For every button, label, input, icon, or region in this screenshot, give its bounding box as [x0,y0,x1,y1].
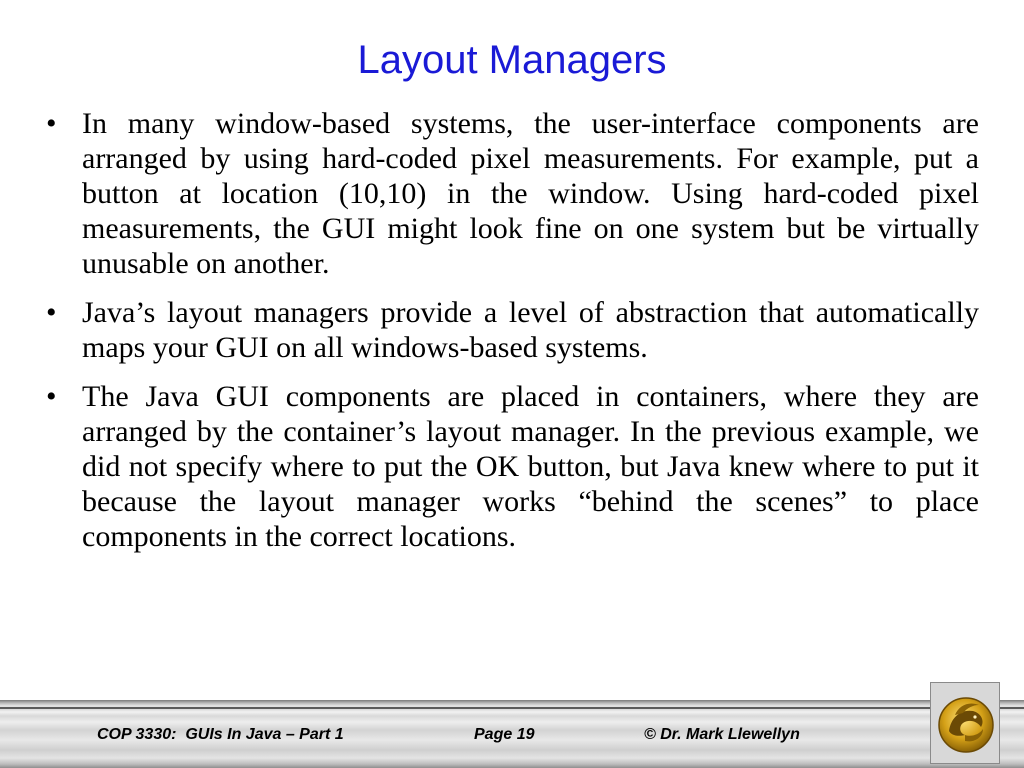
bullet-symbol: • [46,380,57,413]
bullet-item [46,106,979,281]
bullet-text: In many window-based systems, the user-interface components are arranged by using hard-coded pixel measurements. For example, put a button at location (10,10) in the window. Using hard-coded pixel measurements, the GUI might look fine on one system but be virtually unusable on another. [82,107,979,280]
bullet-item [46,295,979,365]
logo-frame [930,682,1000,764]
bullet-text: Java’s layout managers provide a level of abstraction that automatically maps your GUI on all windows-based systems. [82,296,979,364]
ucf-pegasus-logo-icon [935,691,997,757]
footer-page-number: Page 19 [474,726,535,743]
bullet-symbol: • [46,107,57,140]
slide-title: Layout Managers [357,38,667,82]
bullet-list [46,106,979,568]
bullet-text: The Java GUI components are placed in containers, where they are arranged by the container’s layout manager. In the previous example, we did not specify where to put the OK button, but Java knew where to put it because the layout manager works “behind the scenes” to place components in the correct locations. [82,380,979,553]
bullet-item [46,379,979,554]
footer-course-label: COP 3330: GUIs In Java – Part 1 [97,726,344,743]
footer-divider [0,707,1024,709]
bullet-symbol: • [46,296,57,329]
footer-author: © Dr. Mark Llewellyn [644,726,800,743]
